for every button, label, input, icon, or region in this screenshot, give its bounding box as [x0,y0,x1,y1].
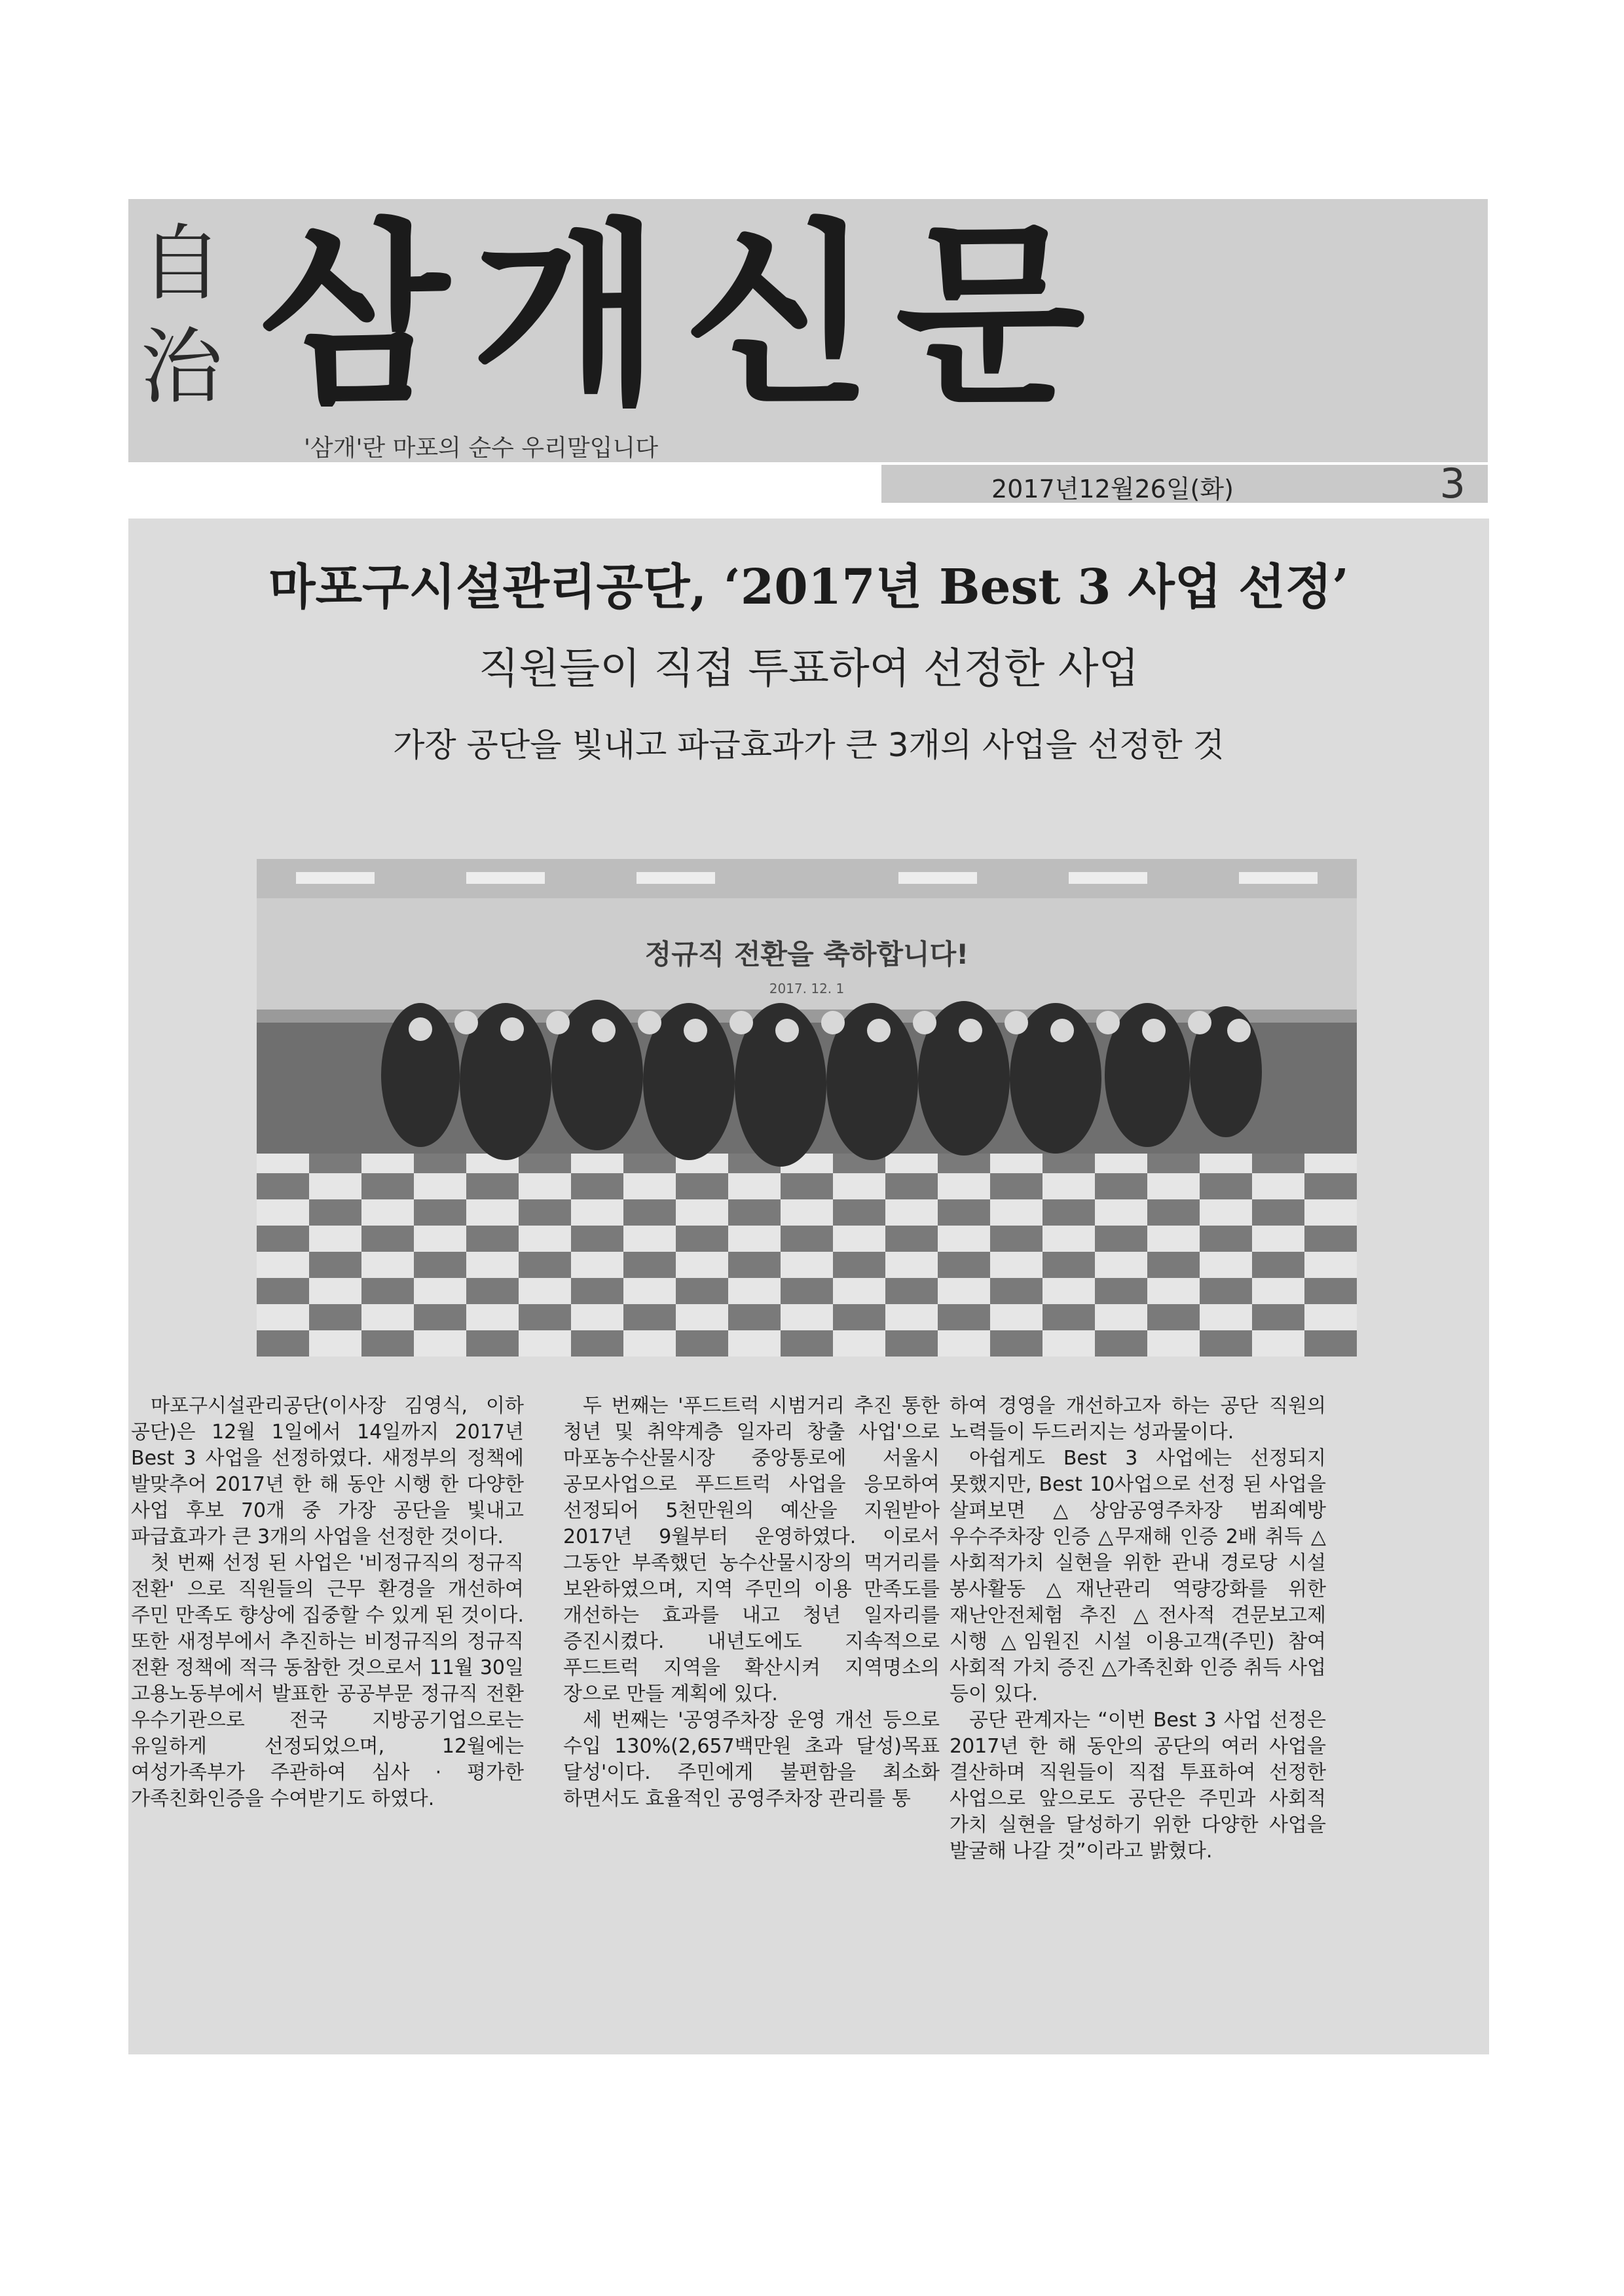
newspaper-title: 삼개신문 [259,202,1108,431]
article-headline: 마포구시설관리공단, ‘2017년 Best 3 사업 선정’ [268,559,1349,615]
masthead-slogan: '삼개'란 마포의 순수 우리말입니다 [304,435,658,462]
group-photo [257,859,1357,1357]
hanja-bottom: 治 [140,319,223,415]
article-subheadline: 직원들이 직접 투표하여 선정한 사업 [478,645,1139,693]
photo-banner-date: 2017. 12. 1 [769,981,845,996]
issue-date: 2017년12월26일(화) [991,475,1234,503]
hanja-top: 自 [140,215,223,312]
article-deck: 가장 공단을 빛내고 파급효과가 큰 3개의 사업을 선정한 것 [393,726,1225,764]
newspaper-masthead [128,199,1488,462]
photo-banner-text: 정규직 전환을 축하합니다! [644,938,969,970]
column-1-paragraph-1: 마포구시설관리공단(이사장 김영식, 이하 공단)은 12월 1일에서 14일까지 2017년 Best 3 사업을 선정하였다. 새정부의 정책에 발맞추어 2017년 한 해 동안 시행 한 다양한 사업 후보 70개 중 가장 공단을 빛내고 파급효과가 큰 3개의 사업을 선정한 것이다. [131,1394,524,1548]
issue-date-strip [881,460,1488,507]
column-3-paragraph-3: 공단 관계자는 “이번 Best 3 사업 선정은 2017년 한 해 동안의 공단의 여러 사업을 결산하며 직원들이 직접 투표하여 선정한 사업으로 앞으로도 공단은 주민과 사회적 가치 실현을 달성하기 위한 다양한 사업을 발굴해 나갈 것”이라고 밝혔다. [950,1709,1326,1863]
column-2-paragraph-1: 두 번째는 '푸드트럭 시범거리 추진 통한 청년 및 취약계층 일자리 창출 사업'으로 마포농수산물시장 중앙통로에 서울시 공모사업으로 푸드트럭 사업을 응모하여 선정되어 5천만원의 예산을 지원받아 2017년 9월부터 운영하였다. 이로서 그동안 부족했던 농수산물시장의 먹거리를 보완하였으며, 지역 주민의 이용 만족도를 개선하는 효과를 내고 청년 일자리를 증진시켰다. 내년도에도 지속적으로 푸드트럭 지역을 확산시켜 지역명소의 장으로 만들 계획에 있다. [563,1394,940,1705]
column-2-paragraph-2: 세 번째는 '공영주차장 운영 개선 등으로 수입 130%(2,657백만원 초과 달성)목표 달성'이다. 주민에게 불편함을 최소화 하면서도 효율적인 공영주차장 관리를 통 [563,1709,940,1810]
article-column-2 [563,1393,940,1812]
column-1-paragraph-2: 첫 번째 선정 된 사업은 '비정규직의 정규직 전환' 으로 직원들의 근무 환경을 개선하여 주민 만족도 향상에 집중할 수 있게 된 것이다. 또한 새정부에서 추진하는 비정규직의 정규직 전환 정책에 적극 동참한 것으로서 11월 30일 고용노동부에서 발표한 공공부문 정규직 전환 우수기관으로 전국 지방공기업으로는 유일하게 선정되었으며, 12월에는 여성가족부가 주관하여 심사 · 평가한 가족친화인증을 수여받기도 하였다. [131,1552,524,1810]
column-3-paragraph-1: 하여 경영을 개선하고자 하는 공단 직원의 노력들이 두드러지는 성과물이다. [950,1394,1326,1444]
page-number: 3 [1439,460,1466,507]
masthead-hanja [140,212,238,419]
column-3-paragraph-2: 아쉽게도 Best 3 사업에는 선정되지 못했지만, Best 10사업으로 선정 된 사업을 살펴보면 △상암공영주차장 범죄예방 우수주차장 인증 △무재해 인증 2배 취득 △사회적가치 실현을 위한 관내 경로당 시설 봉사활동 △재난관리 역량강화를 위한 재난안전체험 추진 △전사적 견문보고제 시행 △임원진 시설 이용고객(주민) 참여 사회적 가치 증진 △가족친화 인증 취득 사업 등이 있다. [950,1447,1326,1705]
article-column-3 [950,1393,1326,1865]
group-photo-illustration [257,859,1357,1357]
article-column-1 [131,1393,524,1812]
